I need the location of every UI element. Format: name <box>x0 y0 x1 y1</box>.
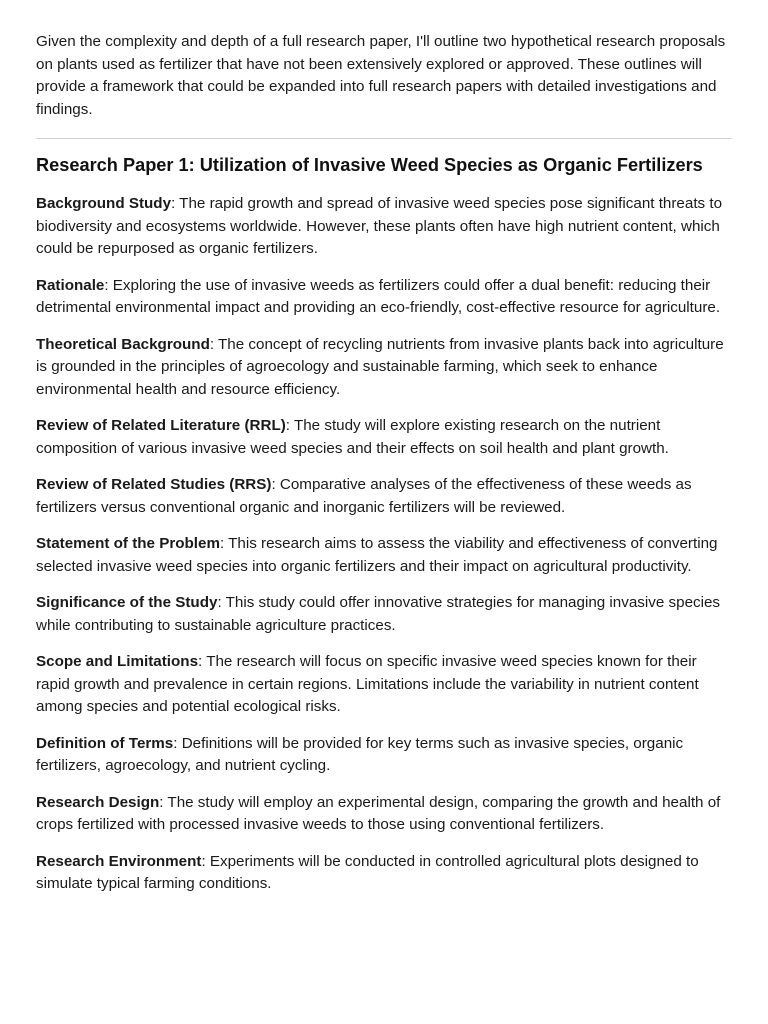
section-research-environment <box>36 851 732 896</box>
section-theoretical-background <box>36 334 732 402</box>
section-text: : This research aims to assess the viability and effectiveness of converting selected invasive weed species into organic fertilizers and their impact on agricultural productivity. <box>36 535 718 575</box>
section-text: : Comparative analyses of the effectiveness of these weeds as fertilizers versus conventional organic and inorganic fertilizers will be reviewed. <box>36 476 692 516</box>
section-rrs <box>36 474 732 519</box>
section-term: Statement of the Problem <box>36 535 220 552</box>
section-text: : The study will explore existing research on the nutrient composition of various invasive weed species and their effects on soil health and plant growth. <box>36 417 669 457</box>
section-term: Definition of Terms <box>36 734 174 752</box>
section-text: : The rapid growth and spread of invasive weed species pose significant threats to biodiversity and ecosystems worldwide. However, these plants often have high nutrient content, which could be repurposed as organic fertilizers. <box>36 195 723 257</box>
section-term: Theoretical Background <box>36 335 210 353</box>
section-text: : This study could offer innovative strategies for managing invasive species while contributing to sustainable agriculture practices. <box>36 594 721 634</box>
intro-paragraph: Given the complexity and depth of a full research paper, I'll outline two hypothetical research proposals on plants used as fertilizer that have not been extensively explored or approved. These outlines will provide a framework that could be expanded into full research papers with detailed investigations and findings. <box>36 33 726 118</box>
section-term: Significance of the Study <box>36 594 218 611</box>
section-text: : The concept of recycling nutrients from invasive plants back into agriculture is grounded in the principles of agroecology and sustainable farming, which seek to enhance environmental health and resource efficiency. <box>36 335 724 398</box>
section-term: Scope and Limitations <box>36 653 199 670</box>
section-background-study <box>36 193 732 261</box>
paper-heading: Research Paper 1: Utilization of Invasive Weed Species as Organic Fertilizers <box>36 155 703 175</box>
section-term: Background Study <box>36 195 172 212</box>
section-statement-of-problem <box>36 533 732 578</box>
section-term: Review of Related Studies (RRS) <box>36 476 272 493</box>
section-significance <box>36 592 732 637</box>
section-text: : Exploring the use of invasive weeds as fertilizers could offer a dual benefit: reducing their detrimental environmental impact and providing an eco-friendly, cost-effective resource for agriculture. <box>36 276 721 316</box>
section-term: Rationale <box>36 276 105 294</box>
section-research-design <box>36 792 732 837</box>
section-definition-of-terms <box>36 733 732 778</box>
section-text: : Experiments will be conducted in controlled agricultural plots designed to simulate typical farming conditions. <box>36 852 699 892</box>
section-scope-limitations <box>36 651 732 719</box>
section-text: : Definitions will be provided for key terms such as invasive species, organic fertilizers, agroecology, and nutrient cycling. <box>36 734 684 774</box>
section-term: Review of Related Literature (RRL) <box>36 417 286 434</box>
section-rrl <box>36 415 732 460</box>
section-term: Research Design <box>36 793 160 811</box>
section-rationale <box>36 275 732 320</box>
section-text: : The research will focus on specific invasive weed species known for their rapid growth and prevalence in certain regions. Limitations include the variability in nutrient content among species and potential ecological risks. <box>36 653 699 715</box>
section-text: : The study will employ an experimental design, comparing the growth and health of crops fertilized with processed invasive weeds to those using conventional fertilizers. <box>36 793 721 833</box>
section-term: Research Environment <box>36 852 202 870</box>
paper-sections <box>36 193 732 896</box>
divider <box>36 138 732 139</box>
